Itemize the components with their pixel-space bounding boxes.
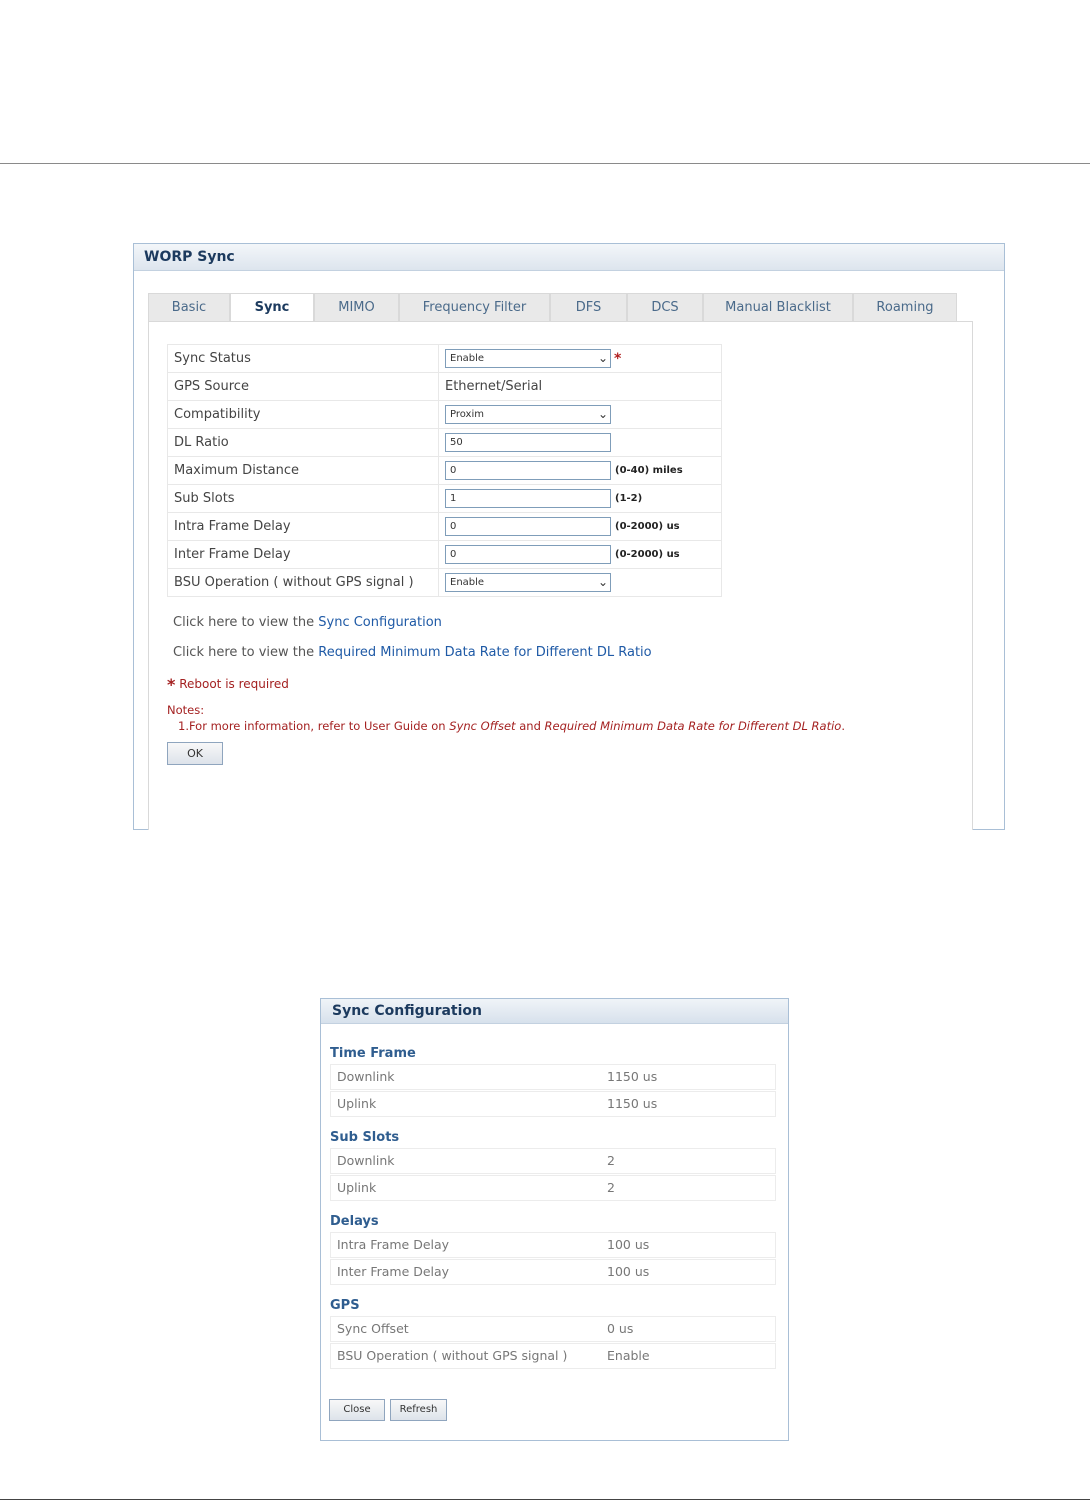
row-value: 100 us [607, 1264, 650, 1279]
chevron-down-icon: ⌄ [597, 407, 608, 421]
note-min-data-rate: Required Minimum Data Rate for Different DL Ratio [544, 719, 842, 733]
row-bsu-operation [330, 1343, 776, 1369]
data-rate-link-line [173, 645, 652, 660]
row-key: Uplink [337, 1096, 377, 1111]
row-sync-offset [330, 1316, 776, 1342]
sync-configuration-link[interactable]: Sync Configuration [318, 615, 442, 630]
link2-prefix: Click here to view the [173, 645, 319, 660]
form-row-compatibility [168, 401, 722, 429]
inter-frame-delay-hint: (0-2000) us [615, 549, 680, 560]
tab-dcs[interactable]: DCS [627, 293, 703, 321]
sync-configuration-panel [320, 998, 789, 1441]
sync-status-select[interactable] [445, 349, 611, 368]
row-value: 100 us [607, 1237, 650, 1252]
tab-roaming[interactable]: Roaming [853, 293, 957, 321]
section-time-frame: Time Frame [330, 1046, 416, 1061]
minimum-data-rate-link[interactable]: Required Minimum Data Rate for Different DL Ratio [318, 645, 652, 660]
row-key: BSU Operation ( without GPS signal ) [337, 1348, 568, 1363]
reboot-star: * [167, 675, 176, 694]
form-row-maximum-distance [168, 457, 722, 485]
form-row-dl-ratio [168, 429, 722, 457]
bsu-operation-label: BSU Operation ( without GPS signal ) [168, 569, 439, 597]
intra-frame-delay-hint: (0-2000) us [615, 521, 680, 532]
close-button[interactable]: Close [329, 1399, 385, 1421]
row-value: 2 [607, 1153, 615, 1168]
row-inter-frame-delay [330, 1259, 776, 1285]
link1-prefix: Click here to view the [173, 615, 319, 630]
bsu-operation-value: Enable [450, 577, 485, 588]
row-key: Downlink [337, 1153, 395, 1168]
reboot-notice [167, 675, 289, 694]
dl-ratio-input[interactable]: 50 [445, 433, 611, 452]
intra-frame-delay-input[interactable]: 0 [445, 517, 611, 536]
tab-dfs[interactable]: DFS [550, 293, 627, 321]
row-key: Sync Offset [337, 1321, 409, 1336]
form-row-intra-frame-delay [168, 513, 722, 541]
notes-block [167, 702, 845, 734]
panel-title: WORP Sync [134, 244, 1004, 271]
row-key: Inter Frame Delay [337, 1264, 450, 1279]
bsu-operation-select[interactable] [445, 573, 611, 592]
note-end: . [841, 719, 845, 733]
gps-source-value: Ethernet/Serial [439, 373, 722, 401]
tab-sync[interactable]: Sync [230, 293, 314, 322]
row-sub-slots-uplink [330, 1175, 776, 1201]
section-gps: GPS [330, 1298, 360, 1313]
row-value: 1150 us [607, 1096, 658, 1111]
inter-frame-delay-input[interactable]: 0 [445, 545, 611, 564]
inter-frame-delay-label: Inter Frame Delay [168, 541, 439, 569]
tab-mimo[interactable]: MIMO [314, 293, 399, 321]
row-value: 1150 us [607, 1069, 658, 1084]
worp-sync-panel [133, 243, 1005, 830]
maximum-distance-label: Maximum Distance [168, 457, 439, 485]
gps-source-label: GPS Source [168, 373, 439, 401]
tab-bar [148, 293, 957, 321]
sync-configuration-title: Sync Configuration [321, 999, 788, 1024]
row-key: Uplink [337, 1180, 377, 1195]
sub-slots-label: Sub Slots [168, 485, 439, 513]
row-time-frame-uplink [330, 1091, 776, 1117]
notes-title: Notes: [167, 703, 205, 717]
chevron-down-icon: ⌄ [597, 351, 608, 365]
compatibility-value: Proxim [450, 409, 484, 420]
tab-frequency-filter[interactable]: Frequency Filter [399, 293, 550, 321]
section-sub-slots: Sub Slots [330, 1130, 400, 1145]
intra-frame-delay-label: Intra Frame Delay [168, 513, 439, 541]
tab-basic[interactable]: Basic [148, 293, 230, 321]
sync-tab-content [148, 321, 973, 830]
form-row-sub-slots [168, 485, 722, 513]
chevron-down-icon: ⌄ [597, 575, 608, 589]
sync-configuration-link-line [173, 615, 442, 630]
row-intra-frame-delay [330, 1232, 776, 1258]
ok-button[interactable]: OK [167, 742, 223, 765]
row-time-frame-downlink [330, 1064, 776, 1090]
sync-status-label: Sync Status [168, 345, 439, 373]
row-sub-slots-downlink [330, 1148, 776, 1174]
row-value: 2 [607, 1180, 615, 1195]
section-delays: Delays [330, 1214, 379, 1229]
row-key: Intra Frame Delay [337, 1237, 450, 1252]
sync-status-value: Enable [450, 353, 485, 364]
required-star: * [614, 350, 622, 367]
sync-settings-form [167, 344, 722, 597]
maximum-distance-hint: (0-40) miles [615, 465, 683, 476]
note-item [167, 718, 845, 734]
dl-ratio-label: DL Ratio [168, 429, 439, 457]
page-bottom-rule [0, 1499, 1090, 1500]
row-key: Downlink [337, 1069, 395, 1084]
row-value: 0 us [607, 1321, 634, 1336]
form-row-inter-frame-delay [168, 541, 722, 569]
reboot-text: Reboot is required [179, 677, 289, 691]
compatibility-select[interactable] [445, 405, 611, 424]
note-prefix: 1.For more information, refer to User Guide on [178, 719, 450, 733]
sub-slots-input[interactable]: 1 [445, 489, 611, 508]
row-value: Enable [607, 1348, 650, 1363]
form-row-gps-source [168, 373, 722, 401]
note-mid: and [515, 719, 545, 733]
compatibility-label: Compatibility [168, 401, 439, 429]
refresh-button[interactable]: Refresh [390, 1399, 447, 1421]
form-row-sync-status [168, 345, 722, 373]
maximum-distance-input[interactable]: 0 [445, 461, 611, 480]
note-sync-offset: Sync Offset [449, 719, 516, 733]
sub-slots-hint: (1-2) [615, 493, 643, 504]
tab-manual-blacklist[interactable]: Manual Blacklist [703, 293, 853, 321]
page-top-rule [0, 163, 1090, 164]
form-row-bsu-operation [168, 569, 722, 597]
